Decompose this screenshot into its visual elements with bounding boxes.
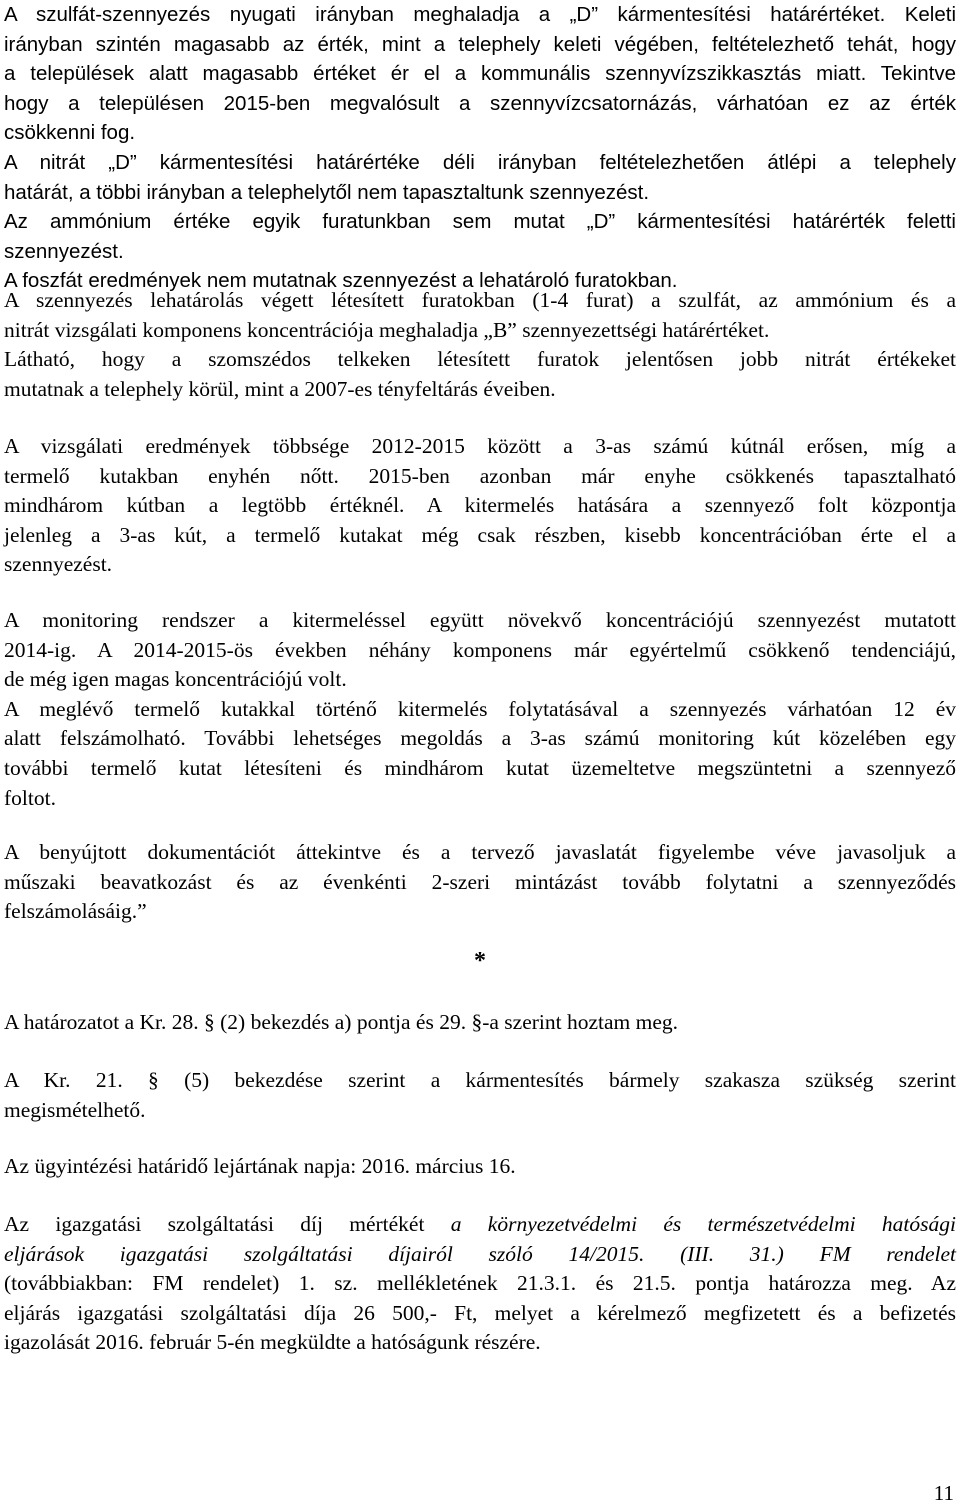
text-line: irányban szintén magasabb az érték, mint a telephely keleti végében, feltételezhető tehát, hogy [4, 32, 956, 56]
text-line: (továbbiakban: FM rendelet) 1. sz. mellékletének 21.3.1. és 21.5. pontja határozza meg. Az [4, 1271, 956, 1296]
text-line: Látható, hogy a szomszédos telkeken létesített furatok jelentősen jobb nitrát értékeket [4, 347, 956, 372]
text-line: további termelő kutat létesíteni és mindhárom kutat üzemeltetve megszüntetni a szennyező [4, 755, 956, 780]
text-line: mutatnak a telephely körül, mint a 2007-es tényfeltárás éveiben. [4, 376, 556, 401]
paragraph-monitoring [4, 606, 956, 813]
text-line: A határozatot a Kr. 28. § (2) bekezdés a) pontja és 29. §-a szerint hoztam meg. [4, 1010, 679, 1034]
text-line: A nitrát „D” kármentesítési határértéke déli irányban feltételezhetően átlépi a telephely [4, 150, 956, 174]
text-line: A Kr. 21. § (5) bekezdése szerint a kármentesítés bármely szakasza szükség szerint [4, 1068, 956, 1092]
text-line: határát, a többi irányban a telephelytől nem tapasztaltunk szennyezést. [4, 180, 650, 204]
text-line: Az ügyintézési határidő lejártának napja: 2016. március 16. [4, 1154, 516, 1178]
text-line: szennyezést. [4, 552, 113, 577]
paragraph-pollution-summary [4, 0, 956, 296]
paragraph-administrative-fee [4, 1210, 956, 1358]
text-line: A benyújtott dokumentációt áttekintve és a tervező javaslatát figyelembe véve javasoljuk a [4, 840, 956, 864]
paragraph-legal-basis [4, 1008, 956, 1038]
paragraph-proposal [4, 838, 956, 927]
text-line: nitrát vizsgálati komponens koncentrációja meghaladja „B” szennyezettségi határértéket. [4, 317, 770, 342]
text-line: termelő kutakban enyhén nőtt. 2015-ben azonban már enyhe csökkenés tapasztalható [4, 463, 956, 488]
text-line: foltot. [4, 785, 56, 810]
text-line: csökkenni fog. [4, 121, 136, 145]
regulation-title: eljárások igazgatási szolgáltatási díjairól szóló 14/2015. (III. 31.) FM rendelet [4, 1241, 956, 1266]
text-line: Az ammónium értéke egyik furatunkban sem mutat „D” kármentesítési határérték feletti [4, 210, 956, 234]
text-line: eljárás igazgatási szolgáltatási díja 26 500,- Ft, melyet a kérelmező megfizetett és a befizetés [4, 1300, 956, 1325]
text-line: A foszfát eredmények nem mutatnak szennyezést a lehatároló furatokban. [4, 269, 678, 293]
page-number: 11 [933, 1481, 954, 1505]
text-line [4, 1210, 956, 1240]
text-line: felszámolásáig.” [4, 899, 147, 924]
text-line [4, 1240, 956, 1270]
text-line: mindhárom kútban a legtöbb értéknél. A kitermelés hatására a szennyező folt központja [4, 493, 956, 518]
paragraph-delineation-boreholes [4, 286, 956, 404]
paragraph-well-results [4, 432, 956, 580]
text-line: műszaki beavatkozást és az évenkénti 2-szeri mintázást tovább folytatni a szennyeződés [4, 869, 956, 894]
text-line: A meglévő termelő kutakkal történő kitermelés folytatásával a szennyezés várhatóan 12 év [4, 696, 956, 721]
text-line: jelenleg a 3-as kút, a termelő kutakat még csak részben, kisebb koncentrációban érte el a [4, 522, 956, 547]
text-line: A vizsgálati eredmények többsége 2012-2015 között a 3-as számú kútnál erősen, míg a [4, 434, 956, 458]
section-separator: * [474, 948, 486, 974]
text-line: de még igen magas koncentrációjú volt. [4, 667, 347, 692]
text-line: A szennyezés lehatárolás végett létesített furatokban (1-4 furat) a szulfát, az ammónium és a [4, 288, 956, 312]
text-line: szennyezést. [4, 239, 124, 263]
paragraph-deadline [4, 1152, 956, 1182]
text-line: 2014-ig. A 2014-2015-ös években néhány komponens már egyértelmű csökkenő tendenciájú, [4, 637, 956, 662]
text-line: alatt felszámolható. További lehetséges megoldás a 3-as számú monitoring kút közelében egy [4, 726, 956, 751]
text-line: A szulfát-szennyezés nyugati irányban meghaladja a „D” kármentesítési határértéket. Keleti [4, 3, 956, 26]
text-line: a települések alatt magasabb értéket ér el a kommunális szennyvízszikkasztás miatt. Tekintve [4, 62, 956, 86]
text-line: megismételhető. [4, 1097, 146, 1122]
text-line: hogy a településen 2015-ben megvalósult a szennyvízcsatornázás, várhatóan ez az érték [4, 91, 956, 115]
text-line: igazolását 2016. február 5-én megküldte a hatóságunk részére. [4, 1330, 541, 1355]
paragraph-repeatability [4, 1066, 956, 1125]
text-line: A monitoring rendszer a kitermeléssel együtt növekvő koncentrációjú szennyezést mutatott [4, 608, 956, 632]
fee-text: Az igazgatási szolgáltatási díj mértékét [4, 1212, 451, 1236]
regulation-title: a környezetvédelmi és természetvédelmi hatósági [450, 1212, 956, 1236]
